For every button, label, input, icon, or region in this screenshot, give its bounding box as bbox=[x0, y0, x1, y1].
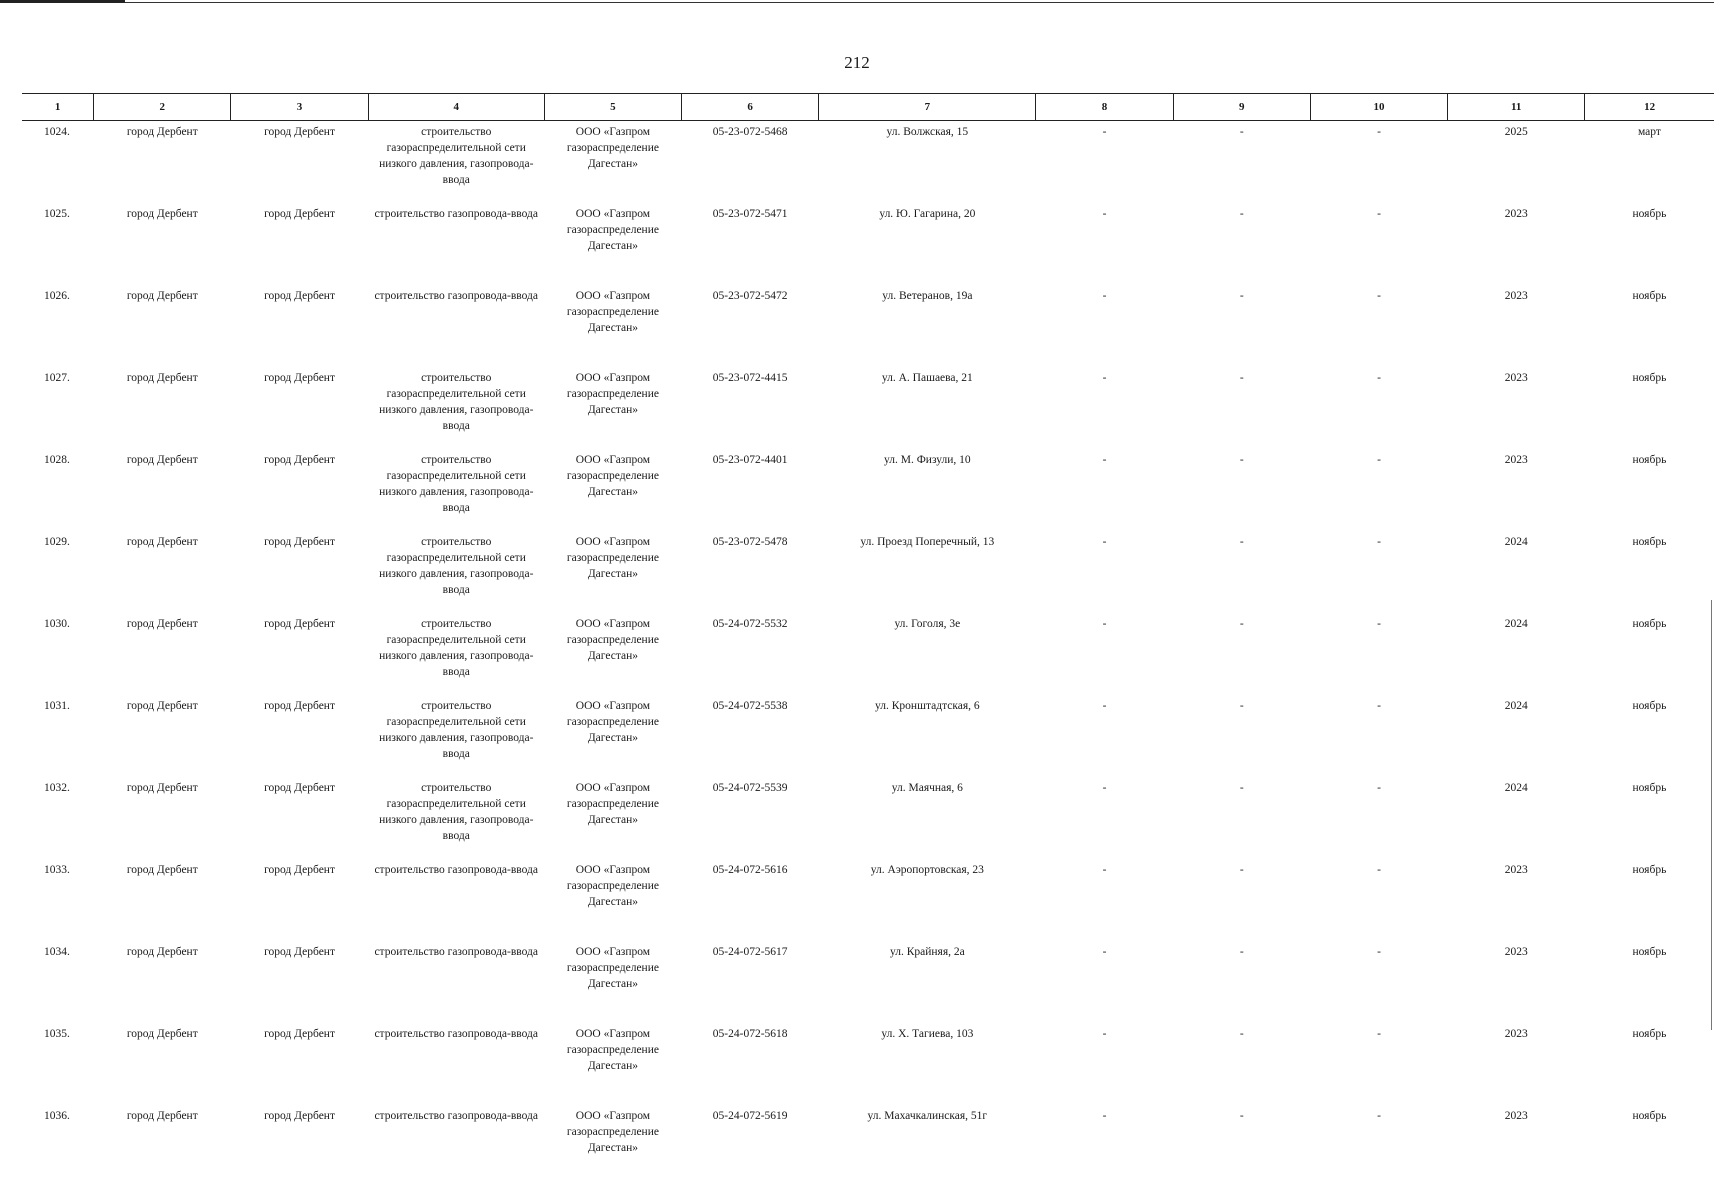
table-cell-col-5: ООО «Газпром газораспределение Дагестан» bbox=[566, 454, 659, 498]
table-cell-col-7: ул. Гоголя, 3е bbox=[894, 618, 961, 630]
table-cell-col-5: ООО «Газпром газораспределение Дагестан» bbox=[566, 290, 659, 334]
table-cell-col-9: - bbox=[1239, 536, 1244, 548]
table-cell-col-3: город Дербент bbox=[264, 946, 335, 958]
table-cell-col-3: город Дербент bbox=[264, 290, 335, 302]
table-cell-col-2: город Дербент bbox=[126, 1110, 198, 1122]
table-cell-col-9: - bbox=[1239, 126, 1244, 138]
table-cell-col-6: 05-23-072-5468 bbox=[712, 126, 788, 138]
table-cell-col-3: город Дербент bbox=[264, 1110, 335, 1122]
table-cell-col-4: строительство газопровода-ввода bbox=[374, 946, 539, 958]
table-cell-col-1: 1025. bbox=[44, 208, 70, 220]
table-cell-col-12: ноябрь bbox=[1632, 372, 1667, 384]
table-cell-col-6: 05-23-072-5471 bbox=[712, 208, 788, 220]
table-cell-col-9: - bbox=[1239, 946, 1244, 958]
table-cell-col-1: 1036. bbox=[44, 1110, 70, 1122]
column-header-8: 8 bbox=[1036, 94, 1173, 121]
table-row bbox=[22, 1023, 1714, 1105]
table-cell-col-3: город Дербент bbox=[264, 782, 335, 794]
table-cell-col-2: город Дербент bbox=[126, 290, 198, 302]
table-cell-col-6: 05-23-072-5472 bbox=[712, 290, 788, 302]
table-cell-col-11: 2024 bbox=[1504, 700, 1528, 712]
table-cell-col-4: строительство газораспределительной сети низкого давления, газопровода-ввода bbox=[379, 126, 534, 186]
table-cell-col-11: 2023 bbox=[1504, 946, 1528, 958]
table-cell-col-6: 05-24-072-5532 bbox=[712, 618, 788, 630]
table-cell-col-12: ноябрь bbox=[1632, 454, 1667, 466]
table-cell-col-7: ул. Х. Тагиева, 103 bbox=[881, 1028, 974, 1040]
column-header-7: 7 bbox=[819, 94, 1036, 121]
table-cell-col-10: - bbox=[1377, 864, 1381, 876]
table-cell-col-5: ООО «Газпром газораспределение Дагестан» bbox=[566, 946, 659, 990]
table-cell-col-4: строительство газопровода-ввода bbox=[374, 1110, 539, 1122]
table-cell-col-4: строительство газораспределительной сети низкого давления, газопровода-ввода bbox=[379, 700, 534, 760]
table-cell-col-4: строительство газопровода-ввода bbox=[374, 208, 539, 220]
table-cell-col-5: ООО «Газпром газораспределение Дагестан» bbox=[566, 782, 659, 826]
table-body bbox=[22, 121, 1714, 1188]
table-cell-col-3: город Дербент bbox=[264, 618, 335, 630]
table-cell-col-11: 2023 bbox=[1504, 864, 1528, 876]
table-cell-col-12: ноябрь bbox=[1632, 700, 1667, 712]
table-cell-col-3: город Дербент bbox=[264, 372, 335, 384]
table-cell-col-7: ул. Маячная, 6 bbox=[891, 782, 963, 794]
table-cell-col-1: 1031. bbox=[44, 700, 70, 712]
table-cell-col-10: - bbox=[1377, 1028, 1381, 1040]
table-cell-col-5: ООО «Газпром газораспределение Дагестан» bbox=[566, 536, 659, 580]
table-cell-col-1: 1024. bbox=[44, 126, 70, 138]
table-cell-col-11: 2023 bbox=[1504, 1110, 1528, 1122]
table-cell-col-5: ООО «Газпром газораспределение Дагестан» bbox=[566, 126, 659, 170]
table-cell-col-12: ноябрь bbox=[1632, 618, 1667, 630]
registry-table bbox=[22, 93, 1714, 1187]
table-cell-col-11: 2024 bbox=[1504, 536, 1528, 548]
column-header-1: 1 bbox=[22, 94, 94, 121]
table-cell-col-11: 2024 bbox=[1504, 618, 1528, 630]
table-cell-col-11: 2023 bbox=[1504, 1028, 1528, 1040]
table-row bbox=[22, 449, 1714, 531]
table-cell-col-1: 1026. bbox=[44, 290, 70, 302]
table-cell-col-7: ул. Аэропортовская, 23 bbox=[870, 864, 984, 876]
table-cell-col-7: ул. Махачкалинская, 51г bbox=[867, 1110, 988, 1122]
table-cell-col-8: - bbox=[1102, 700, 1107, 712]
table-cell-col-1: 1029. bbox=[44, 536, 70, 548]
table-cell-col-5: ООО «Газпром газораспределение Дагестан» bbox=[566, 372, 659, 416]
table-cell-col-1: 1027. bbox=[44, 372, 70, 384]
table-cell-col-6: 05-24-072-5538 bbox=[712, 700, 788, 712]
table-cell-col-7: ул. А. Пашаева, 21 bbox=[881, 372, 973, 384]
table-cell-col-8: - bbox=[1102, 208, 1107, 220]
table-cell-col-7: ул. Крайняя, 2а bbox=[889, 946, 965, 958]
table-cell-col-10: - bbox=[1377, 372, 1381, 384]
table-cell-col-2: город Дербент bbox=[126, 1028, 198, 1040]
table-cell-col-8: - bbox=[1102, 618, 1107, 630]
table-cell-col-10: - bbox=[1377, 782, 1381, 794]
table-row bbox=[22, 695, 1714, 777]
table-cell-col-9: - bbox=[1239, 208, 1244, 220]
table-cell-col-12: ноябрь bbox=[1632, 208, 1667, 220]
table-cell-col-10: - bbox=[1377, 454, 1381, 466]
table-cell-col-12: ноябрь bbox=[1632, 1110, 1667, 1122]
table-row bbox=[22, 941, 1714, 1023]
table-cell-col-10: - bbox=[1377, 208, 1381, 220]
table-cell-col-11: 2023 bbox=[1504, 290, 1528, 302]
table-cell-col-12: ноябрь bbox=[1632, 536, 1667, 548]
table-cell-col-7: ул. Волжская, 15 bbox=[886, 126, 969, 138]
table-cell-col-2: город Дербент bbox=[126, 946, 198, 958]
table-row bbox=[22, 285, 1714, 367]
table-cell-col-8: - bbox=[1102, 454, 1107, 466]
table-row bbox=[22, 777, 1714, 859]
table-cell-col-2: город Дербент bbox=[126, 372, 198, 384]
table-cell-col-3: город Дербент bbox=[264, 536, 335, 548]
table-cell-col-12: ноябрь bbox=[1632, 946, 1667, 958]
table-cell-col-3: город Дербент bbox=[264, 454, 335, 466]
table-cell-col-3: город Дербент bbox=[264, 126, 335, 138]
scan-right-edge bbox=[1711, 600, 1712, 1030]
table-cell-col-9: - bbox=[1239, 1110, 1244, 1122]
table-cell-col-6: 05-24-072-5539 bbox=[712, 782, 788, 794]
column-header-2: 2 bbox=[94, 94, 231, 121]
table-row bbox=[22, 531, 1714, 613]
table-cell-col-5: ООО «Газпром газораспределение Дагестан» bbox=[566, 864, 659, 908]
table-cell-col-11: 2023 bbox=[1504, 208, 1528, 220]
table-cell-col-4: строительство газораспределительной сети низкого давления, газопровода-ввода bbox=[379, 536, 534, 596]
table-cell-col-9: - bbox=[1239, 290, 1244, 302]
table-cell-col-5: ООО «Газпром газораспределение Дагестан» bbox=[566, 1110, 659, 1154]
table-cell-col-9: - bbox=[1239, 618, 1244, 630]
table-cell-col-10: - bbox=[1377, 290, 1381, 302]
scan-top-border bbox=[0, 2, 1714, 3]
table-cell-col-10: - bbox=[1377, 1110, 1381, 1122]
table-cell-col-3: город Дербент bbox=[264, 864, 335, 876]
table-cell-col-5: ООО «Газпром газораспределение Дагестан» bbox=[566, 618, 659, 662]
table-cell-col-12: ноябрь bbox=[1632, 290, 1667, 302]
column-header-3: 3 bbox=[231, 94, 368, 121]
table-cell-col-4: строительство газопровода-ввода bbox=[374, 864, 539, 876]
table-cell-col-2: город Дербент bbox=[126, 700, 198, 712]
table-cell-col-10: - bbox=[1377, 536, 1381, 548]
table-row bbox=[22, 859, 1714, 941]
table-cell-col-6: 05-23-072-5478 bbox=[712, 536, 788, 548]
table-cell-col-8: - bbox=[1102, 290, 1107, 302]
table-cell-col-1: 1028. bbox=[44, 454, 70, 466]
table-cell-col-7: ул. Кронштадтская, 6 bbox=[875, 700, 980, 712]
column-header-4: 4 bbox=[368, 94, 544, 121]
table-cell-col-4: строительство газораспределительной сети низкого давления, газопровода-ввода bbox=[379, 454, 534, 514]
table-cell-col-8: - bbox=[1102, 1110, 1107, 1122]
table-row bbox=[22, 613, 1714, 695]
table-cell-col-2: город Дербент bbox=[126, 782, 198, 794]
table-cell-col-5: ООО «Газпром газораспределение Дагестан» bbox=[566, 700, 659, 744]
table-cell-col-8: - bbox=[1102, 126, 1107, 138]
table-cell-col-4: строительство газораспределительной сети низкого давления, газопровода-ввода bbox=[379, 618, 534, 678]
table-cell-col-11: 2023 bbox=[1504, 454, 1528, 466]
table-cell-col-8: - bbox=[1102, 372, 1107, 384]
table-cell-col-6: 05-24-072-5617 bbox=[712, 946, 788, 958]
table-cell-col-9: - bbox=[1239, 782, 1244, 794]
table-cell-col-2: город Дербент bbox=[126, 208, 198, 220]
table-cell-col-11: 2024 bbox=[1504, 782, 1528, 794]
table-cell-col-11: 2025 bbox=[1504, 126, 1528, 138]
table-cell-col-2: город Дербент bbox=[126, 864, 198, 876]
table-cell-col-12: ноябрь bbox=[1632, 864, 1667, 876]
table-row bbox=[22, 1105, 1714, 1187]
table-cell-col-4: строительство газопровода-ввода bbox=[374, 290, 539, 302]
column-header-10: 10 bbox=[1310, 94, 1447, 121]
table-cell-col-9: - bbox=[1239, 1028, 1244, 1040]
table-cell-col-6: 05-23-072-4401 bbox=[712, 454, 788, 466]
table-cell-col-10: - bbox=[1377, 126, 1381, 138]
table-cell-col-7: ул. М. Физули, 10 bbox=[884, 454, 971, 466]
table-cell-col-3: город Дербент bbox=[264, 208, 335, 220]
table-cell-col-9: - bbox=[1239, 864, 1244, 876]
column-header-12: 12 bbox=[1585, 94, 1714, 121]
table-cell-col-12: ноябрь bbox=[1632, 1028, 1667, 1040]
table-cell-col-8: - bbox=[1102, 1028, 1107, 1040]
table-cell-col-7: ул. Ю. Гагарина, 20 bbox=[879, 208, 976, 220]
table-row bbox=[22, 121, 1714, 204]
table-cell-col-1: 1032. bbox=[44, 782, 70, 794]
table-cell-col-10: - bbox=[1377, 946, 1381, 958]
scan-top-mark bbox=[0, 0, 125, 3]
table-cell-col-1: 1030. bbox=[44, 618, 70, 630]
table-cell-col-6: 05-24-072-5618 bbox=[712, 1028, 788, 1040]
page-number: 212 bbox=[844, 53, 870, 72]
table-row bbox=[22, 367, 1714, 449]
table-cell-col-10: - bbox=[1377, 618, 1381, 630]
column-header-11: 11 bbox=[1448, 94, 1585, 121]
table-header-row bbox=[22, 94, 1714, 121]
table-cell-col-12: март bbox=[1637, 126, 1661, 138]
table-cell-col-9: - bbox=[1239, 372, 1244, 384]
table-cell-col-2: город Дербент bbox=[126, 454, 198, 466]
table-cell-col-2: город Дербент bbox=[126, 536, 198, 548]
table-cell-col-6: 05-24-072-5619 bbox=[712, 1110, 788, 1122]
table-cell-col-1: 1033. bbox=[44, 864, 70, 876]
table-cell-col-8: - bbox=[1102, 782, 1107, 794]
table-cell-col-4: строительство газопровода-ввода bbox=[374, 1028, 539, 1040]
table-cell-col-4: строительство газораспределительной сети низкого давления, газопровода-ввода bbox=[379, 782, 534, 842]
table-cell-col-11: 2023 bbox=[1504, 372, 1528, 384]
column-header-9: 9 bbox=[1173, 94, 1310, 121]
table-cell-col-1: 1034. bbox=[44, 946, 70, 958]
table-cell-col-8: - bbox=[1102, 864, 1107, 876]
table-cell-col-2: город Дербент bbox=[126, 126, 198, 138]
table-cell-col-3: город Дербент bbox=[264, 700, 335, 712]
column-header-5: 5 bbox=[544, 94, 681, 121]
table-cell-col-10: - bbox=[1377, 700, 1381, 712]
table-cell-col-8: - bbox=[1102, 536, 1107, 548]
table-cell-col-9: - bbox=[1239, 700, 1244, 712]
table-cell-col-8: - bbox=[1102, 946, 1107, 958]
table-cell-col-12: ноябрь bbox=[1632, 782, 1667, 794]
table-cell-col-3: город Дербент bbox=[264, 1028, 335, 1040]
column-header-6: 6 bbox=[682, 94, 819, 121]
table-cell-col-6: 05-23-072-4415 bbox=[712, 372, 788, 384]
table-cell-col-6: 05-24-072-5616 bbox=[712, 864, 788, 876]
table-cell-col-5: ООО «Газпром газораспределение Дагестан» bbox=[566, 1028, 659, 1072]
table-cell-col-1: 1035. bbox=[44, 1028, 70, 1040]
table-cell-col-7: ул. Ветеранов, 19а bbox=[882, 290, 973, 302]
table-cell-col-5: ООО «Газпром газораспределение Дагестан» bbox=[566, 208, 659, 252]
table-row bbox=[22, 203, 1714, 285]
table-cell-col-9: - bbox=[1239, 454, 1244, 466]
table-cell-col-7: ул. Проезд Поперечный, 13 bbox=[860, 536, 995, 548]
table-cell-col-2: город Дербент bbox=[126, 618, 198, 630]
table-cell-col-4: строительство газораспределительной сети низкого давления, газопровода-ввода bbox=[379, 372, 534, 432]
